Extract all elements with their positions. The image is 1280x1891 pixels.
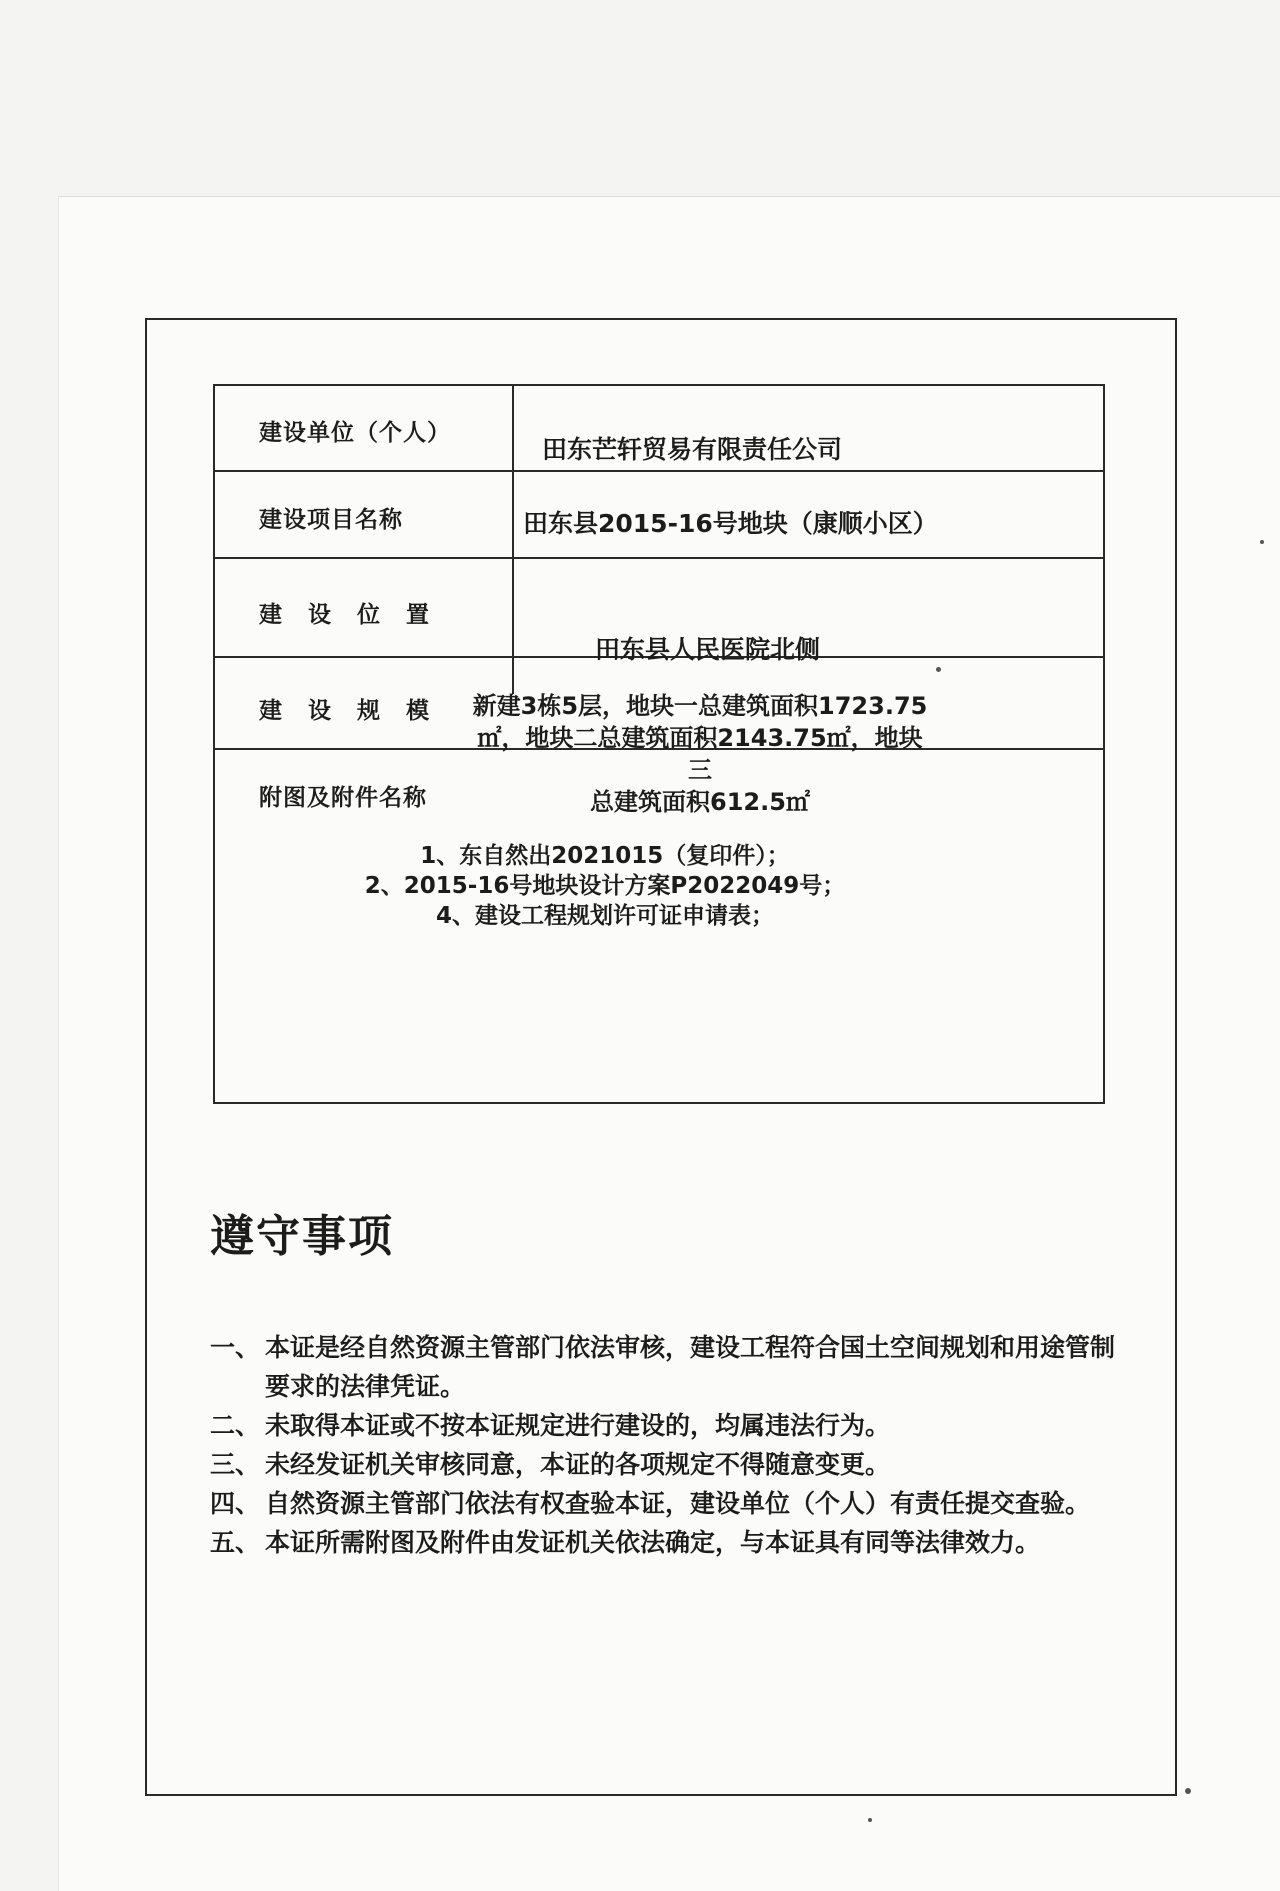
note-item — [210, 1445, 1115, 1484]
notes-title: 遵守事项 — [210, 1211, 394, 1262]
scale-line: 总建筑面积612.5㎡ — [590, 788, 810, 816]
label-builder: 建设单位（个人） — [259, 420, 451, 446]
note-item — [210, 1523, 1115, 1562]
attachment-item: 2、2015-16号地块设计方案P2022049号； — [364, 873, 846, 899]
scan-speck — [936, 667, 941, 672]
note-number: 五、 — [210, 1528, 261, 1557]
value-project-name: 田东县2015-16号地块（康顺小区） — [523, 509, 938, 538]
scan-speck — [868, 1818, 872, 1822]
note-number: 二、 — [210, 1411, 261, 1440]
note-item — [210, 1406, 1115, 1445]
note-text: 本证所需附图及附件由发证机关依法确定，与本证具有同等法律效力。 — [265, 1528, 1041, 1557]
info-table — [213, 384, 1105, 1104]
value-builder: 田东芒轩贸易有限责任公司 — [542, 435, 843, 464]
label-location: 建 设 位 置 — [259, 602, 439, 628]
value-location: 田东县人民医院北侧 — [595, 635, 821, 664]
note-item — [210, 1484, 1115, 1523]
notes-list — [210, 1328, 1115, 1562]
value-scale — [470, 690, 930, 818]
label-scale: 建 设 规 模 — [259, 698, 439, 724]
label-attachments: 附图及附件名称 — [259, 785, 427, 811]
scale-line: 新建3栋5层，地块一总建筑面积1723.75 — [472, 692, 928, 720]
note-text: 自然资源主管部门依法有权查验本证，建设单位（个人）有责任提交查验。 — [265, 1489, 1091, 1518]
row-divider — [215, 470, 1103, 472]
attachment-item: 1、东自然出2021015（复印件）； — [420, 843, 790, 869]
scan-speck — [1260, 540, 1264, 544]
attachment-item: 4、建设工程规划许可证申请表； — [435, 903, 774, 929]
note-text: 未取得本证或不按本证规定进行建设的，均属违法行为。 — [265, 1411, 891, 1440]
row-divider — [215, 557, 1103, 559]
label-project-name: 建设项目名称 — [259, 507, 403, 533]
note-number: 一、 — [210, 1333, 261, 1362]
note-item — [210, 1328, 1115, 1406]
scan-speck — [1185, 1788, 1191, 1794]
attachments-list — [355, 841, 855, 931]
scale-line: ㎡，地块二总建筑面积2143.75㎡，地块三 — [477, 724, 923, 784]
note-text: 本证是经自然资源主管部门依法审核，建设工程符合国土空间规划和用途管制要求的法律凭证。 — [265, 1333, 1116, 1401]
note-text: 未经发证机关审核同意，本证的各项规定不得随意变更。 — [265, 1450, 891, 1479]
note-number: 四、 — [210, 1489, 261, 1518]
column-divider — [512, 386, 514, 694]
note-number: 三、 — [210, 1450, 261, 1479]
